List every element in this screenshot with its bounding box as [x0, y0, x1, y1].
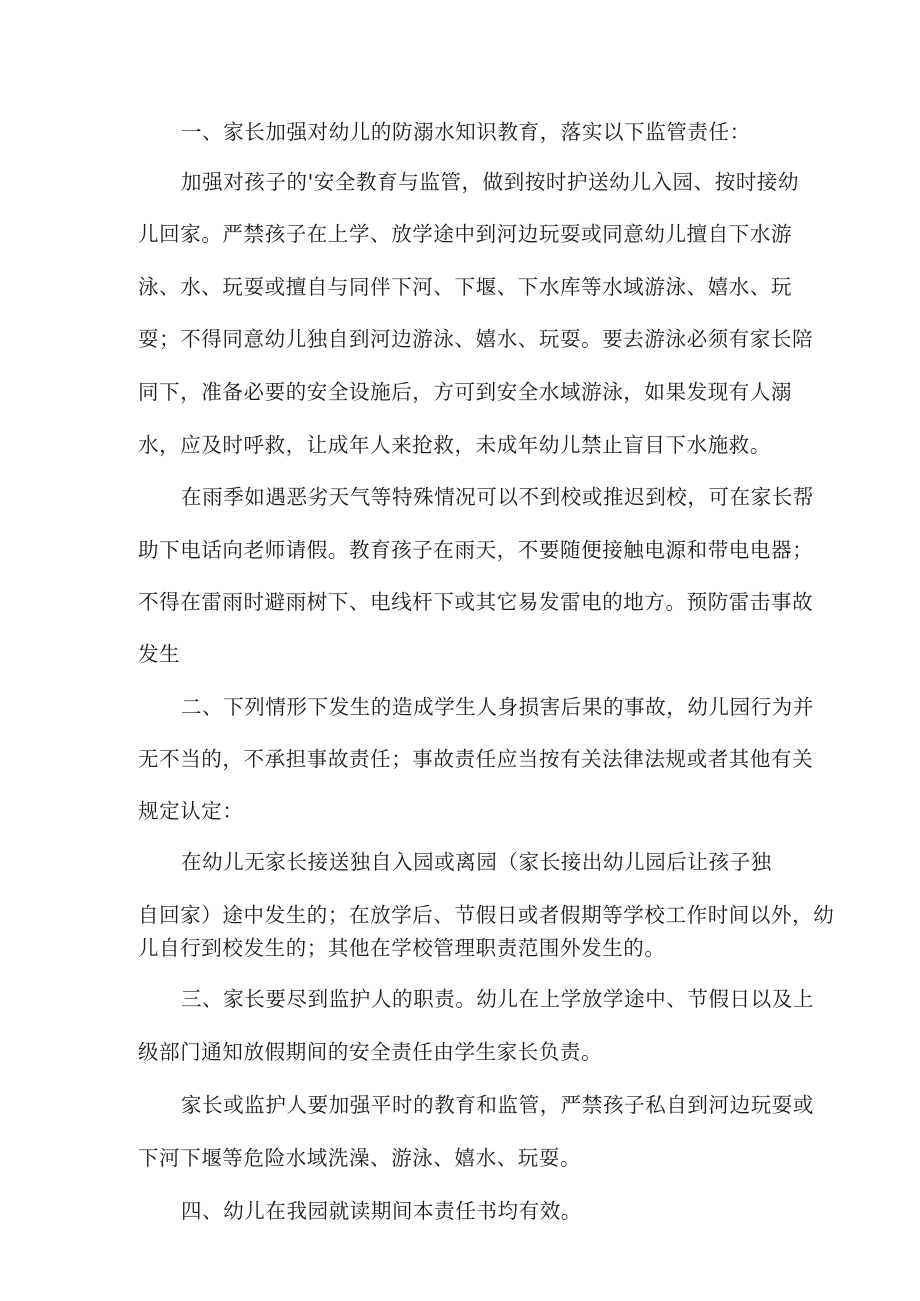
- paragraph-line: 加强对孩子的'安全教育与监管，做到按时护送幼儿入园、按时接幼: [181, 170, 800, 194]
- paragraph-line: 下河下堰等危险水域洗澡、游泳、嬉水、玩耍。: [138, 1146, 582, 1170]
- paragraph-line: 同下，准备必要的安全设施后，方可到安全水域游泳，如果发现有人溺: [138, 380, 793, 404]
- paragraph-line: 家长或监护人要加强平时的教育和监管，严禁孩子私自到河边玩耍或: [181, 1093, 814, 1117]
- paragraph-line: 在雨季如遇恶劣天气等特殊情况可以不到校或推迟到校，可在家长帮: [181, 485, 814, 509]
- paragraph-line: 儿回家。严禁孩子在上学、放学途中到河边玩耍或同意幼儿擅自下水游: [138, 222, 793, 246]
- section-4-heading: 四、幼儿在我园就读期间本责任书均有效。: [181, 1199, 582, 1223]
- paragraph-line: 发生: [138, 642, 181, 666]
- paragraph-line: 不得在雷雨时避雨树下、电线杆下或其它易发雷电的地方。预防雷击事故: [138, 590, 814, 614]
- paragraph-line: 在幼儿无家长接送独自入园或离园（家长接出幼儿园后让孩子独: [181, 850, 772, 874]
- paragraph-line: 自回家）途中发生的；在放学后、节假日或者假期等学校工作时间以外，幼: [138, 903, 835, 927]
- paragraph-line: 规定认定：: [138, 799, 244, 823]
- paragraph-line: 无不当的，不承担事故责任；事故责任应当按有关法律法规或者其他有关: [138, 747, 814, 771]
- paragraph-line: 水，应及时呼救，让成年人来抢救，未成年幼儿禁止盲目下水施救。: [138, 433, 771, 457]
- paragraph-line: 耍；不得同意幼儿独自到河边游泳、嬉水、玩耍。要去游泳必须有家长陪: [138, 327, 814, 351]
- section-2-heading: 二、下列情形下发生的造成学生人身损害后果的事故，幼儿园行为并: [181, 695, 814, 719]
- section-3-heading: 三、家长要尽到监护人的职责。幼儿在上学放学途中、节假日以及上: [181, 987, 814, 1011]
- paragraph-line: 儿自行到校发生的；其他在学校管理职责范围外发生的。: [138, 936, 666, 960]
- paragraph-line: 助下电话向老师请假。教育孩子在雨天，不要随便接触电源和带电电器；: [138, 538, 814, 562]
- section-1-heading: 一、家长加强对幼儿的防溺水知识教育，落实以下监管责任：: [181, 120, 751, 144]
- paragraph-line: 级部门通知放假期间的安全责任由学生家长负责。: [138, 1040, 603, 1064]
- paragraph-line: 泳、水、玩耍或擅自与同伴下河、下堰、下水库等水域游泳、嬉水、玩: [138, 275, 793, 299]
